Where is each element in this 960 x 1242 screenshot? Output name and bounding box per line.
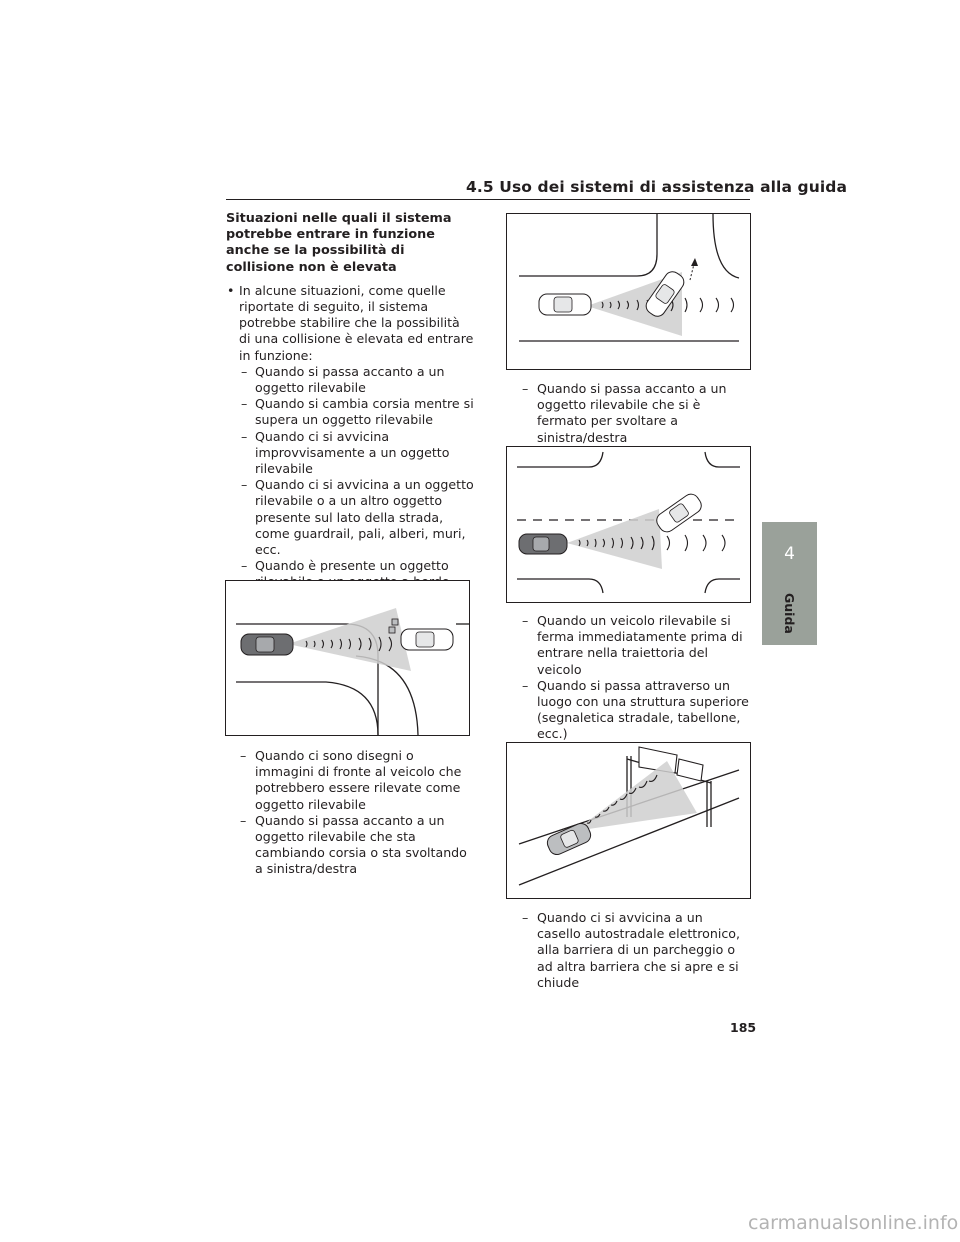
caption-group-fig3 <box>522 613 750 743</box>
figure-crossing-vehicle <box>506 446 751 603</box>
header-rule <box>226 199 750 200</box>
dash-mark: – <box>240 812 247 828</box>
figure-turning-vehicle <box>506 213 751 370</box>
list-item-text: Quando un veicolo rilevabile si ferma immediatamente prima di entrare nella traiettoria del veicolo <box>537 613 743 677</box>
dash-mark: – <box>240 748 247 763</box>
chapter-tab-label: Guida <box>782 592 797 634</box>
dash-mark: – <box>241 477 248 493</box>
list-item <box>240 813 468 878</box>
caption-group-left <box>240 748 468 878</box>
list-item <box>226 429 474 478</box>
list-item <box>226 477 474 558</box>
list-item-text: Quando si passa attraverso un luogo con una struttura superiore (segnaletica stradale, tabellone, ecc.) <box>537 677 749 742</box>
list-item <box>522 678 750 743</box>
page-number: 185 <box>730 1020 757 1035</box>
section-heading: Situazioni nelle quali il sistema potrebbe entrare in funzione anche se la possibilità di collisione non è elevata <box>226 211 452 275</box>
list-item-text: Quando si passa accanto a un oggetto rilevabile <box>255 363 445 396</box>
list-item <box>522 381 750 446</box>
dash-mark: – <box>241 558 248 574</box>
list-item-text: Quando si passa accanto a un oggetto rilevabile che si è fermato per svoltare a sinistra/destra <box>537 381 727 445</box>
watermark: carmanualsonline.info <box>748 1212 959 1234</box>
dash-mark: – <box>522 910 529 925</box>
dash-mark: – <box>522 381 529 396</box>
bullet-text: In alcune situazioni, come quelle riportate di seguito, il sistema potrebbe stabilire che la possibilità di una collisione è elevata ed entrare in funzione: <box>239 282 474 363</box>
dash-mark: – <box>241 363 248 379</box>
list-item <box>522 613 750 678</box>
bullet-mark: • <box>227 282 235 298</box>
dash-mark: – <box>241 396 248 412</box>
list-item-text: Quando si passa accanto a un oggetto rilevabile che sta cambiando corsia o sta svoltando a sinistra/destra <box>255 812 467 877</box>
chapter-tab: 4 <box>762 522 817 585</box>
figure-overhead-structure <box>506 742 751 899</box>
caption-fig4 <box>522 910 750 991</box>
figure-curve <box>225 580 470 736</box>
left-column <box>226 211 474 607</box>
dash-mark: – <box>522 613 529 628</box>
list-item <box>522 910 750 991</box>
crossing-illustration <box>507 447 750 602</box>
turning-illustration <box>507 214 750 369</box>
list-item <box>226 396 474 428</box>
dash-mark: – <box>522 677 529 693</box>
list-item-text: Quando ci sono disegni o immagini di fronte al veicolo che potrebbero essere rilevate come oggetto rilevabile <box>255 748 462 812</box>
bullet-intro <box>226 283 474 364</box>
list-item-text: Quando ci si avvicina improvvisamente a un oggetto rilevabile <box>255 428 450 477</box>
dash-mark: – <box>241 428 248 444</box>
list-item-text: Quando ci si avvicina a un oggetto rilevabile o a un altro oggetto presente sul lato della strada, come guardrail, pali, alberi, muri, ecc. <box>255 477 474 558</box>
list-item-text: Quando si cambia corsia mentre si supera un oggetto rilevabile <box>255 396 474 428</box>
section-header-title: 4.5 Uso dei sistemi di assistenza alla guida <box>466 178 848 196</box>
list-item <box>226 364 474 396</box>
curve-illustration <box>226 581 469 735</box>
list-item <box>240 748 468 813</box>
list-item-text: Quando è presente un oggetto <box>255 558 449 574</box>
caption-fig2 <box>522 381 750 446</box>
list-item-text: Quando ci si avvicina a un casello autostradale elettronico, alla barriera di un parcheggio o ad altra barriera che si apre e si chiude <box>537 910 740 990</box>
overhead-illustration <box>507 743 750 898</box>
